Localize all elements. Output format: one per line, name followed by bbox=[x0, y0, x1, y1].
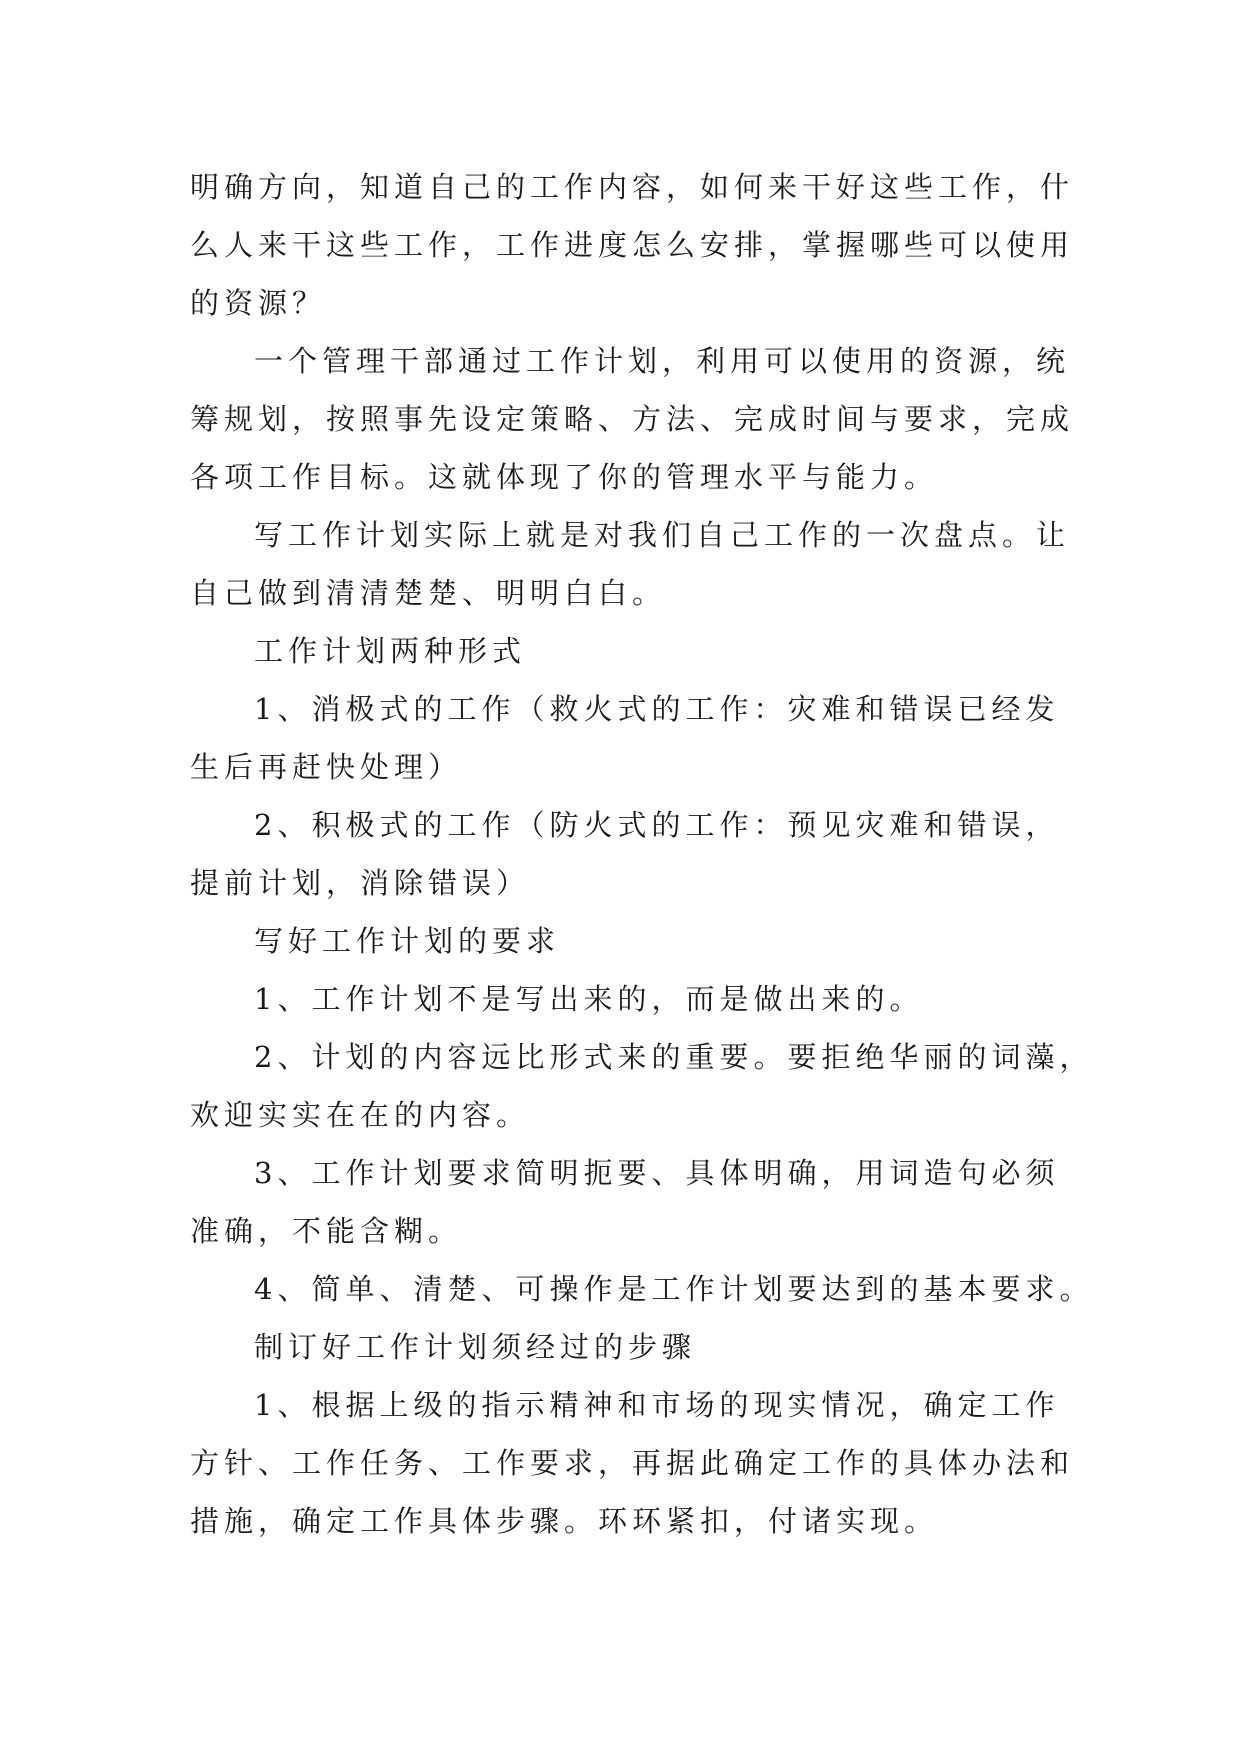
text-line: 么人来干这些工作，工作进度怎么安排，掌握哪些可以使用 bbox=[190, 228, 1075, 262]
text-line: 欢迎实实在在的内容。 bbox=[190, 1098, 531, 1132]
list-item: 1、根据上级的指示精神和市场的现实情况，确定工作 bbox=[254, 1388, 1060, 1422]
list-item: 2、积极式的工作（防火式的工作：预见灾难和错误， bbox=[254, 808, 1060, 842]
text-line: 明确方向，知道自己的工作内容，如何来干好这些工作，什 bbox=[190, 170, 1075, 204]
list-item: 1、消极式的工作（救火式的工作：灾难和错误已经发 bbox=[254, 692, 1060, 726]
text-line: 准确，不能含糊。 bbox=[190, 1214, 463, 1248]
text-line: 方针、工作任务、工作要求，再据此确定工作的具体办法和 bbox=[190, 1446, 1075, 1480]
text-line: 一个管理干部通过工作计划，利用可以使用的资源，统 bbox=[254, 344, 1071, 378]
text-line: 措施，确定工作具体步骤。环环紧扣，付诸实现。 bbox=[190, 1504, 939, 1538]
section-heading: 制订好工作计划须经过的步骤 bbox=[254, 1330, 697, 1364]
text-line: 自己做到清清楚楚、明明白白。 bbox=[190, 576, 667, 610]
section-heading: 写好工作计划的要求 bbox=[254, 924, 561, 958]
list-item: 1、工作计划不是写出来的，而是做出来的。 bbox=[254, 982, 924, 1016]
text-line: 生后再赶快处理） bbox=[190, 750, 463, 784]
text-line: 提前计划，消除错误） bbox=[190, 866, 531, 900]
list-item: 3、工作计划要求简明扼要、具体明确，用词造句必须 bbox=[254, 1156, 1060, 1190]
section-heading: 工作计划两种形式 bbox=[254, 634, 527, 668]
text-line: 各项工作目标。这就体现了你的管理水平与能力。 bbox=[190, 460, 939, 494]
text-line: 的资源？ bbox=[190, 286, 327, 320]
text-line: 写工作计划实际上就是对我们自己工作的一次盘点。让 bbox=[254, 518, 1071, 552]
list-item: 4、简单、清楚、可操作是工作计划要达到的基本要求。 bbox=[254, 1272, 1094, 1306]
text-line: 筹规划，按照事先设定策略、方法、完成时间与要求，完成 bbox=[190, 402, 1075, 436]
list-item: 2、计划的内容远比形式来的重要。要拒绝华丽的词藻， bbox=[254, 1040, 1094, 1074]
document-body bbox=[190, 158, 1094, 1550]
